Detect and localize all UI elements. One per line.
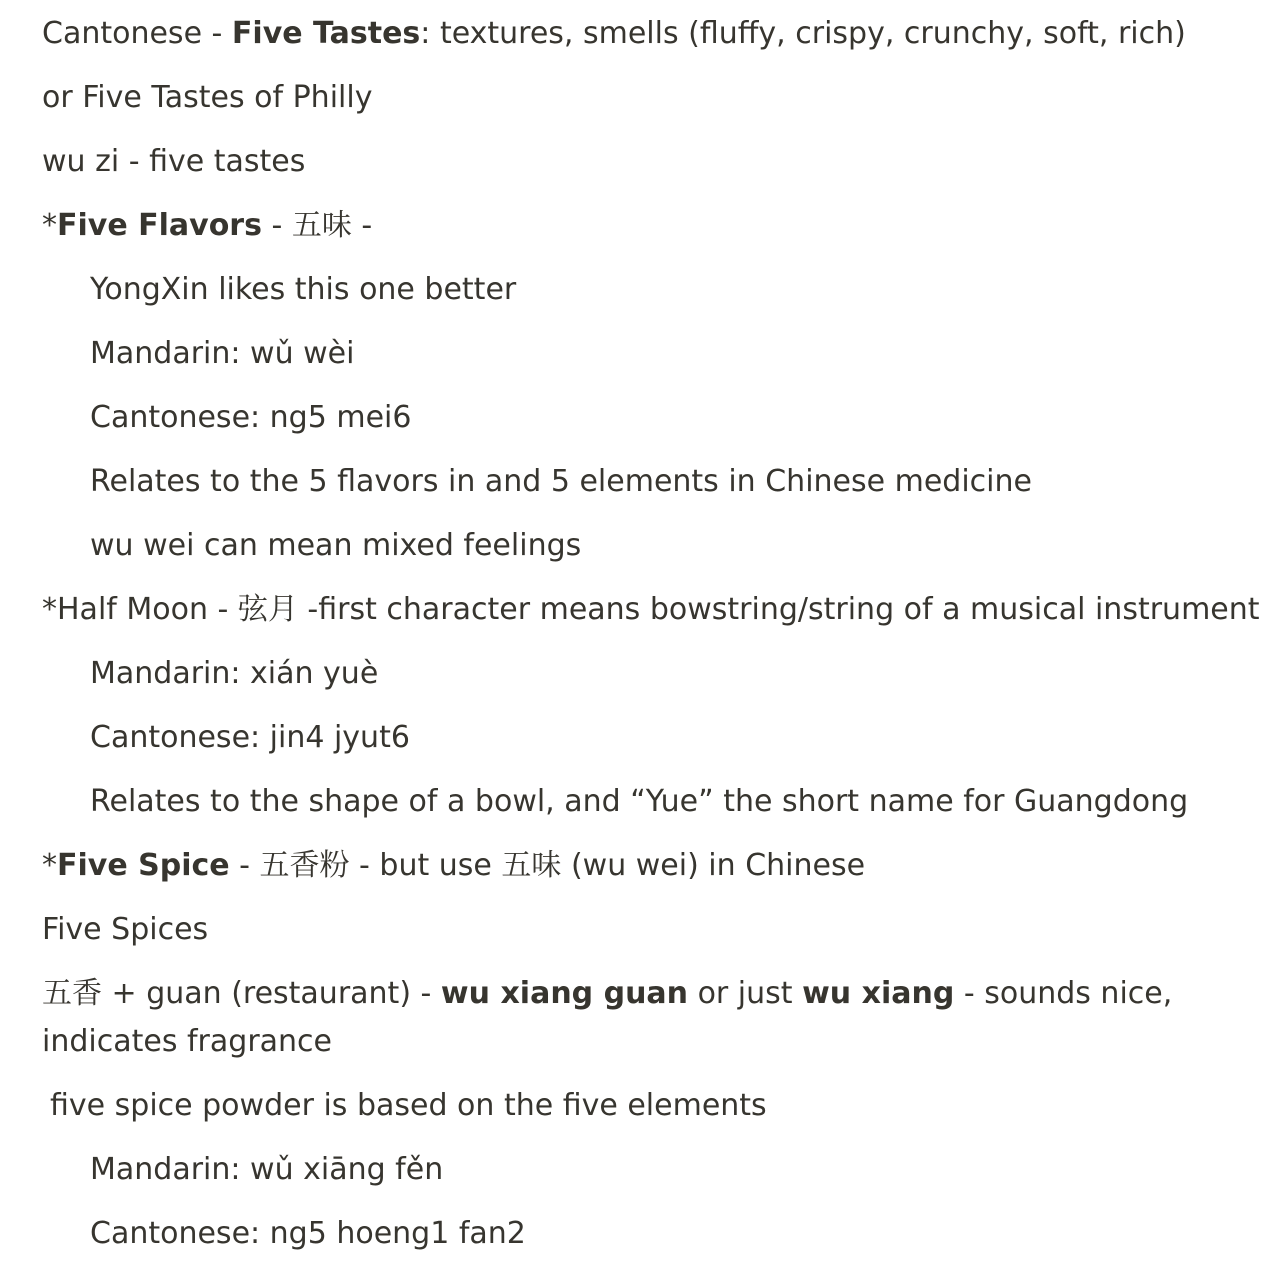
note-line-half-moon: *Half Moon - 弦月 -first character means bowstring/string of a musical instrument bbox=[42, 592, 1260, 627]
note-line-wu-zi: wu zi - five tastes bbox=[42, 144, 306, 179]
note-line-bowl-guangdong: Relates to the shape of a bowl, and “Yue” the short name for Guangdong bbox=[90, 784, 1189, 819]
five-tastes-bold: Five Tastes bbox=[231, 16, 421, 51]
note-line-cantonese-jin4-jyut6: Cantonese: jin4 jyut6 bbox=[90, 720, 410, 755]
note-line-five-spices: Five Spices bbox=[42, 912, 209, 947]
note-line-five-flavors: *Five Flavors - 五味 - bbox=[42, 208, 373, 243]
note-line-cantonese-ng5-hoeng1-fan2: Cantonese: ng5 hoeng1 fan2 bbox=[90, 1216, 526, 1251]
note-line-mandarin-wu-wei: Mandarin: wǔ wèi bbox=[90, 336, 355, 371]
note-line-five-elements: five spice powder is based on the five elements bbox=[50, 1088, 767, 1123]
note-line-cantonese-ng5-mei6: Cantonese: ng5 mei6 bbox=[90, 400, 412, 435]
note-line-chinese-medicine: Relates to the 5 flavors in and 5 elements in Chinese medicine bbox=[90, 464, 1032, 499]
note-line-mixed-feelings: wu wei can mean mixed feelings bbox=[90, 528, 582, 563]
note-line-mandarin-xian-yue: Mandarin: xián yuè bbox=[90, 656, 379, 691]
note-line-philly: or Five Tastes of Philly bbox=[42, 80, 373, 115]
wu-xiang-guan-bold: wu xiang guan bbox=[440, 976, 689, 1011]
five-spice-bold: Five Spice bbox=[57, 848, 230, 883]
note-line-wu-xiang-guan: 五香 + guan (restaurant) - wu xiang guan or just wu xiang - sounds nice, indicates fragrance bbox=[42, 976, 1173, 1059]
five-flavors-bold: Five Flavors bbox=[57, 208, 262, 243]
note-line-five-spice: *Five Spice - 五香粉 - but use 五味 (wu wei) in Chinese bbox=[42, 848, 866, 883]
note-line-five-tastes: Cantonese - Five Tastes: textures, smells (fluffy, crispy, crunchy, soft, rich) bbox=[42, 16, 1186, 51]
wu-xiang-bold: wu xiang bbox=[802, 976, 955, 1011]
note-line-mandarin-wu-xiang-fen: Mandarin: wǔ xiāng fěn bbox=[90, 1152, 444, 1187]
note-line-yongxin: YongXin likes this one better bbox=[90, 272, 517, 307]
